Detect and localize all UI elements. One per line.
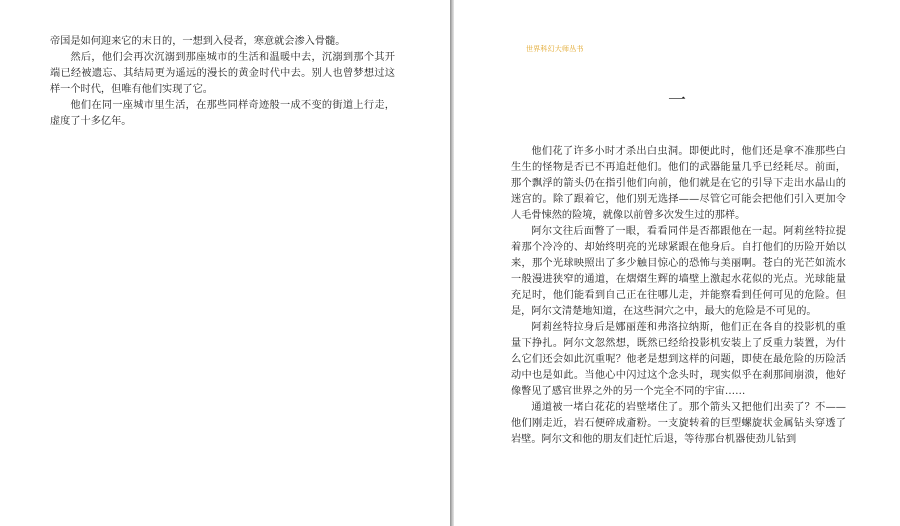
chapter-heading: 一 xyxy=(668,90,686,111)
left-page-text xyxy=(50,34,395,130)
right-page-text xyxy=(511,144,846,448)
right-paragraph-1: 他们花了许多小时才杀出白虫洞。即便此时，他们还是拿不准那些白生生的怪物是否已不再追赶他们。他们的武器能量几乎已经耗尽。前面，那个飘浮的箭头仍在指引他们向前，他们就是在它的引导下走出水晶山的迷宫的。除了跟着它，他们别无选择——尽管它可能会把他们引入更加令人毛骨悚然的险境，就像以前曾多次发生过的那样。 xyxy=(511,146,846,221)
right-page xyxy=(454,0,900,526)
left-paragraph-2: 然后，他们会再次沉溺到那座城市的生活和温暖中去，沉溺到那个其开端已经被遗忘、其结局更为遥远的漫长的黄金时代中去。别人也曾梦想过这样一个时代，但唯有他们实现了它。 xyxy=(50,52,395,95)
left-paragraph-1: 帝国是如何迎来它的末日的，一想到入侵者，寒意就会渗入骨髓。 xyxy=(50,36,346,47)
right-paragraph-2: 阿尔文往后面瞥了一眼，看看同伴是否都跟他在一起。阿莉丝特拉提着那个冷冷的、却始终明亮的光球紧跟在他身后。自打他们的历险开始以来，那个光球映照出了多少触目惊心的恐怖与美丽啊。苍白的光芒如流水一般漫进狭窄的通道，在熠熠生辉的墙壁上激起水花似的光点。光球能量充足时，他们能看到自己正在往哪儿走，并能察看到任何可见的危险。但是，阿尔文清楚地知道，在这些洞穴之中，最大的危险是不可见的。 xyxy=(511,226,846,317)
left-paragraph-3: 他们在同一座城市里生活，在那些同样奇迹般一成不变的街道上行走，虚度了十多亿年。 xyxy=(50,100,395,127)
right-paragraph-4: 通道被一堵白花花的岩壁堵住了。那个箭头又把他们出卖了？不——他们刚走近，岩石便碎成齑粉。一支旋转着的巨型螺旋状金属钻头穿透了岩壁。阿尔文和他的朋友们赶忙后退，等待那台机器使劲儿钻到 xyxy=(511,402,846,445)
series-title: 世界科幻大师丛书 xyxy=(526,45,584,53)
right-paragraph-3: 阿莉丝特拉身后是娜丽莲和弗洛拉纳斯，他们正在各自的投影机的重量下挣扎。阿尔文忽然想，既然已经给投影机安装上了反重力装置，为什么它们还会如此沉重呢？他老是想到这样的问题，即使在最危险的历险活动中也是如此。当他心中闪过这个念头时，现实似乎在刹那间崩溃，他好像瞥见了感官世界之外的另一个完全不同的宇宙…… xyxy=(511,322,846,397)
